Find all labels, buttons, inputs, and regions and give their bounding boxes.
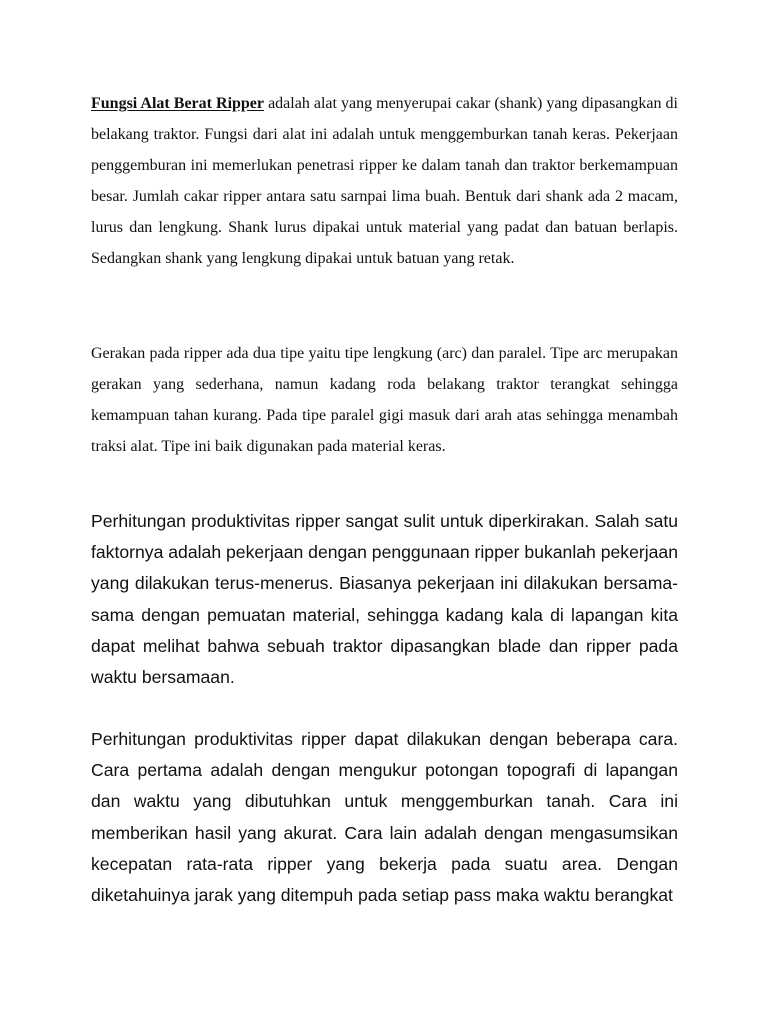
paragraph-body: adalah alat yang menyerupai cakar (shank) yang dipasangkan di belakang traktor. Fungsi dari alat ini adalah untuk menggemburkan tanah keras. Pekerjaan penggemburan ini memerlukan penetrasi ripper ke dalam tanah dan traktor berkemampuan besar. Jumlah cakar ripper antara satu sarnpai lima buah. Bentuk dari shank ada 2 macam, lurus dan lengkung. Shank lurus dipakai untuk material yang padat dan batuan berlapis. Sedangkan shank yang lengkung dipakai untuk batuan yang retak. — [91, 95, 679, 267]
paragraph-productivity-methods: Perhitungan produktivitas ripper dapat dilakukan dengan beberapa cara. Cara pertama adalah dengan mengukur potongan topografi di lapangan dan waktu yang dibutuhkan untuk menggemburkan tanah. Cara ini memberikan hasil yang akurat. Cara lain adalah dengan mengasumsikan kecepatan rata-rata ripper yang bekerja pada suatu area. Dengan diketahuinya jarak yang ditempuh pada setiap pass maka waktu berangkat — [91, 729, 678, 906]
paragraph-productivity-difficulty: Perhitungan produktivitas ripper sangat sulit untuk diperkirakan. Salah satu faktornya adalah pekerjaan dengan penggunaan ripper bukanlah pekerjaan yang dilakukan terus-menerus. Biasanya pekerjaan ini dilakukan bersama-sama dengan pemuatan material, sehingga kadang kala di lapangan kita dapat melihat bahwa sebuah traktor dipasangkan blade dan ripper pada waktu bersamaan. — [91, 511, 678, 688]
paragraph-ripper-function — [91, 88, 678, 274]
paragraph-ripper-movement: Gerakan pada ripper ada dua tipe yaitu tipe lengkung (arc) dan paralel. Tipe arc merupakan gerakan yang sederhana, namun kadang roda belakang traktor terangkat sehingga kemampuan tahan kurang. Pada tipe paralel gigi masuk dari arah atas sehingga menambah traksi alat. Tipe ini baik digunakan pada material keras. — [91, 345, 678, 455]
paragraph-lead-heading: Fungsi Alat Berat Ripper — [91, 95, 265, 112]
